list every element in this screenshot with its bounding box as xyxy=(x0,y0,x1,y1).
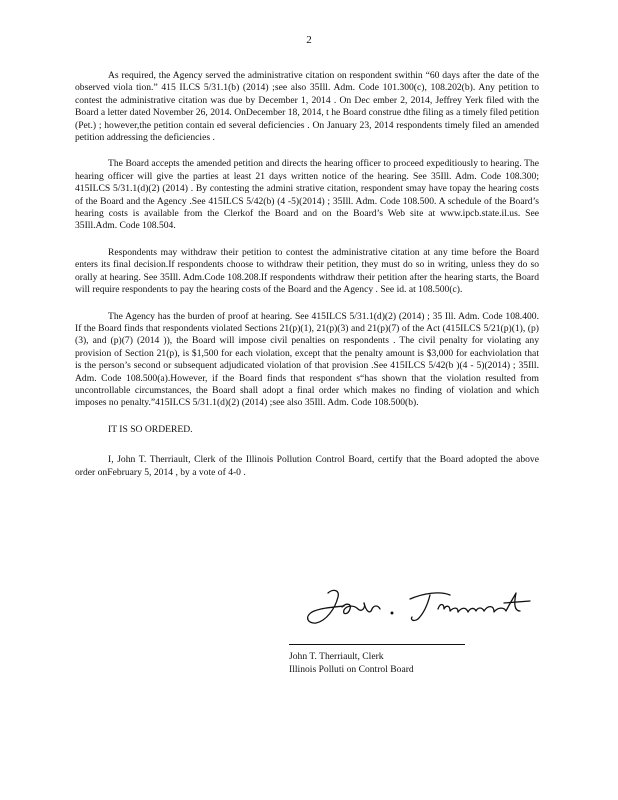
paragraph-hearing: The Board accepts the amended petition and directs the hearing officer to proceed expeditiously to hearing. The hearing officer will give the parties at least 21 days written notice of the hearing. See 35Ill. Adm. Code 108.300; 415ILCS 5/31.1(d)(2) (2014) . By contesting the admini strative citation, respondent smay have topay the hearing costs of the Board and the Agency .See 415ILCS 5/42(b) (4 -5)(2014) ; 35Ill. Adm. Code 108.500. A schedule of the Board’s hearing costs is available from the Clerkof the Board and on the Board’s Web site at www.ipcb.state.il.us. See 35Ill.Adm. Code 108.504. xyxy=(75,158,539,232)
so-ordered: IT IS SO ORDERED. xyxy=(108,423,193,435)
signature-line xyxy=(289,644,465,645)
signature-graphic xyxy=(300,585,550,627)
handwritten-signature xyxy=(300,585,550,627)
paragraph-service: As required, the Agency served the administrative citation on respondent swithin “60 days after the date of the observed viola tion.” 415 ILCS 5/31.1(b) (2014) ;see also 35Ill. Adm. Code 101.300(c), 108.202(b). Any petition to contest the administrative citation was due by December 1, 2014 . On Dec ember 2, 2014, Jeffrey Yerk filed with the Board a letter dated November 26, 2014. OnDecember 18, 2014, t he Board construe dthe filing as a timely filed petition (Pet.) ; however,the petition contain ed several deficiencies . On January 23, 2014 respondents timely filed an amended petition addressing the deficiencies . xyxy=(75,70,539,144)
order-body xyxy=(75,70,539,479)
clerk-certification: I, John T. Therriault, Clerk of the Illinois Pollution Control Board, certify that the Board adopted the above order onFebruary 5, 2014 , by a vote of 4-0 . xyxy=(75,454,539,478)
signer-organization: Illinois Polluti on Control Board xyxy=(289,663,414,675)
signer-block xyxy=(289,651,414,676)
page-number: 2 xyxy=(306,34,312,46)
signer-name-title: John T. Therriault, Clerk xyxy=(289,651,384,662)
paragraph-burden-of-proof: The Agency has the burden of proof at hearing. See 415ILCS 5/31.1(d)(2) (2014) ; 35 Ill. Adm. Code 108.400. If the Board finds that respondents violated Sections 21(p)(1), 21(p)(3) and 21(p)(7) of the Act (415ILCS 5/21(p)(1), (p)(3), and (p)(7) (2014 )), the Board will impose civil penalties on respondents . The civil penalty for violating any provision of Section 21(p), is $1,500 for each violation, except that the penalty amount is $3,000 for eachviolation that is the person’s second or subsequent adjudicated violation of that provision .See 415ILCS 5/42(b )(4 - 5)(2014) ; 35Ill. Adm. Code 108.500(a).However, if the Board finds that respondent s“has shown that the violation resulted from uncontrollable circumstances, the Board shall adopt a final order which makes no finding of violation and which imposes no penalty.”415ILCS 5/31.1(d)(2) (2014) ;see also 35Ill. Adm. Code 108.500(b). xyxy=(75,310,539,409)
paragraph-withdrawal: Respondents may withdraw their petition to contest the administrative citation at any time before the Board enters its final decision.If respondents choose to withdraw their petition, they must do so in writing, unless they do so orally at hearing. See 35Ill. Adm.Code 108.208.If respondents withdraw their petition after the hearing starts, the Board will require respondents to pay the hearing costs of the Board and the Agency . See id. at 108.500(c). xyxy=(75,246,539,296)
